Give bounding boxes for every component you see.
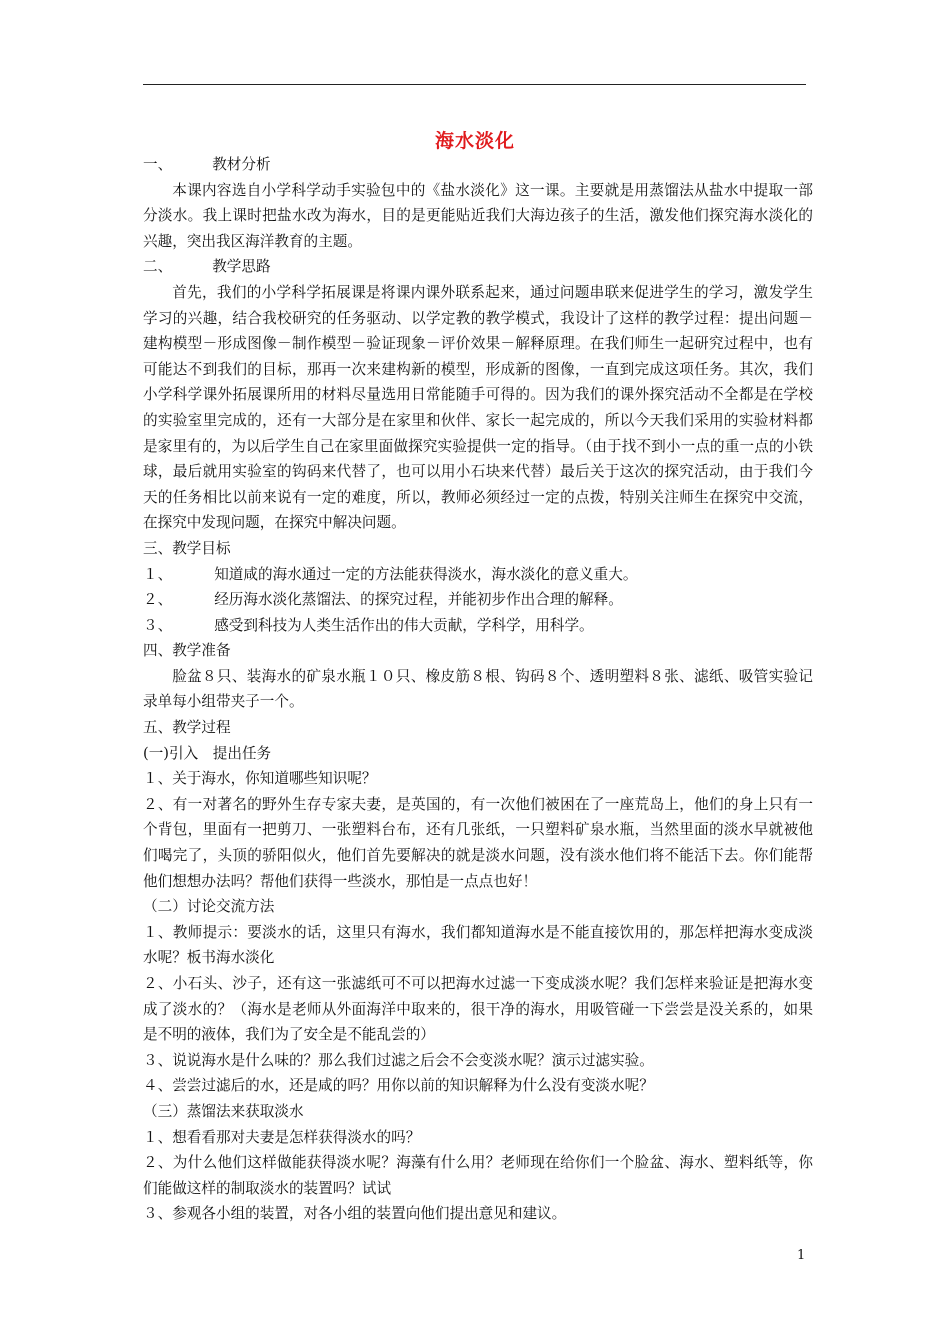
subsection-heading-2: （二）讨论交流方法 <box>143 898 275 916</box>
paragraph-approach: 首先，我们的小学科学拓展课是将课内课外联系起来，通过问题串联来促进学生的学习，激发学生学习的兴趣，结合我校研究的任务驱动、以学定教的教学模式，我设计了这样的教学过程：提出问题－建构模型－形成图像－制作模型－验证现象－评价效果－解释原理。在我们师生一起研究过程中，也有可能达不到我们的目标，那再一次来建构新的模型，形成新的图像，一直到完成这项任务。其次，我们小学科学课外拓展课所用的材料尽量选用日常能随手可得的。因为我们的课外探究活动不全都是在学校的实验室里完成的，还有一大部分是在家里和伙伴、家长一起完成的，所以今天我们采用的实验材料都是家里有的，为以后学生自己在家里面做探究实验提供一定的指导。（由于找不到小一点的重一点的小铁球，最后就用实验室的钩码来代替了，也可以用小石块来代替）最后关于这次的探究活动，由于我们今天的任务相比以前来说有一定的难度，所以，教师必须经过一定的点拨，特别关注师生在探究中交流，在探究中发现问题，在探究中解决问题。 <box>143 283 813 532</box>
subsection-heading-3: （三）蒸馏法来获取淡水 <box>143 1102 304 1120</box>
subsection-heading-1: (一)引入 提出任务 <box>143 744 272 762</box>
list-item: ４、尝尝过滤后的水，还是咸的吗？用你以前的知识解释为什么没有变淡水呢？ <box>143 1077 654 1095</box>
list-item: ３、说说海水是什么味的？那么我们过滤之后会不会变淡水呢？演示过滤实验。 <box>143 1051 654 1069</box>
goal-item: ３、 感受到科技为人类生活作出的伟大贡献，学科学，用科学。 <box>143 616 594 634</box>
section-heading-3: 三、教学目标 <box>143 539 231 557</box>
section-heading-1: 一、 教材分析 <box>143 156 271 173</box>
list-item: ２、小石头、沙子，还有这一张滤纸可不可以把海水过滤一下变成淡水呢？我们怎样来验证是把海水变成了淡水的？（海水是老师从外面海洋中取来的，很干净的海水，用吸管碰一下尝尝是没关系的，如果是不明的液体，我们为了安全是不能乱尝的） <box>143 975 813 1044</box>
goal-item: １、 知道咸的海水通过一定的方法能获得淡水，海水淡化的意义重大。 <box>143 565 638 583</box>
list-item: １、关于海水，你知道哪些知识呢？ <box>143 770 377 788</box>
page-number: 1 <box>797 1248 806 1263</box>
section-heading-5: 五、教学过程 <box>143 719 231 737</box>
paragraph-analysis: 本课内容选自小学科学动手实验包中的《盐水淡化》这一课。主要就是用蒸馏法从盐水中提取一部分淡水。我上课时把盐水改为海水，目的是更能贴近我们大海边孩子的生活，激发他们探究海水淡化的兴趣，突出我区海洋教育的主题。 <box>143 181 813 250</box>
document-body <box>143 152 813 1227</box>
section-heading-2: 二、 教学思路 <box>143 258 271 276</box>
document-title: 海水淡化 <box>434 130 515 152</box>
list-item: ２、有一对著名的野外生存专家夫妻，是英国的，有一次他们被困在了一座荒岛上，他们的身上只有一个背包，里面有一把剪刀、一张塑料台布，还有几张纸，一只塑料矿泉水瓶，当然里面的淡水早就被他们喝完了，头顶的骄阳似火，他们首先要解决的就是淡水问题，没有淡水他们将不能活下去。你们能帮他们想想办法吗？帮他们获得一些淡水，那怕是一点点也好！ <box>143 795 813 890</box>
goal-item: ２、 经历海水淡化蒸馏法、的探究过程，并能初步作出合理的解释。 <box>143 591 623 609</box>
list-item: ２、为什么他们这样做能获得淡水呢？海藻有什么用？老师现在给你们一个脸盆、海水、塑料纸等，你们能做这样的制取淡水的装置吗？试试 <box>143 1154 813 1197</box>
paragraph-materials: 脸盆８只、装海水的矿泉水瓶１０只、橡皮筋８根、钩码８个、透明塑料８张、滤纸、吸管实验记录单每小组带夹子一个。 <box>143 667 813 711</box>
header-rule <box>143 84 806 85</box>
list-item: １、教师提示：要淡水的话，这里只有海水，我们都知道海水是不能直接饮用的，那怎样把海水变成淡水呢？板书海水淡化 <box>143 923 813 967</box>
list-item: １、想看看那对夫妻是怎样获得淡水的吗？ <box>143 1128 421 1146</box>
list-item: ３、参观各小组的装置，对各小组的装置向他们提出意见和建议。 <box>143 1205 567 1223</box>
section-heading-4: 四、教学准备 <box>143 642 231 660</box>
